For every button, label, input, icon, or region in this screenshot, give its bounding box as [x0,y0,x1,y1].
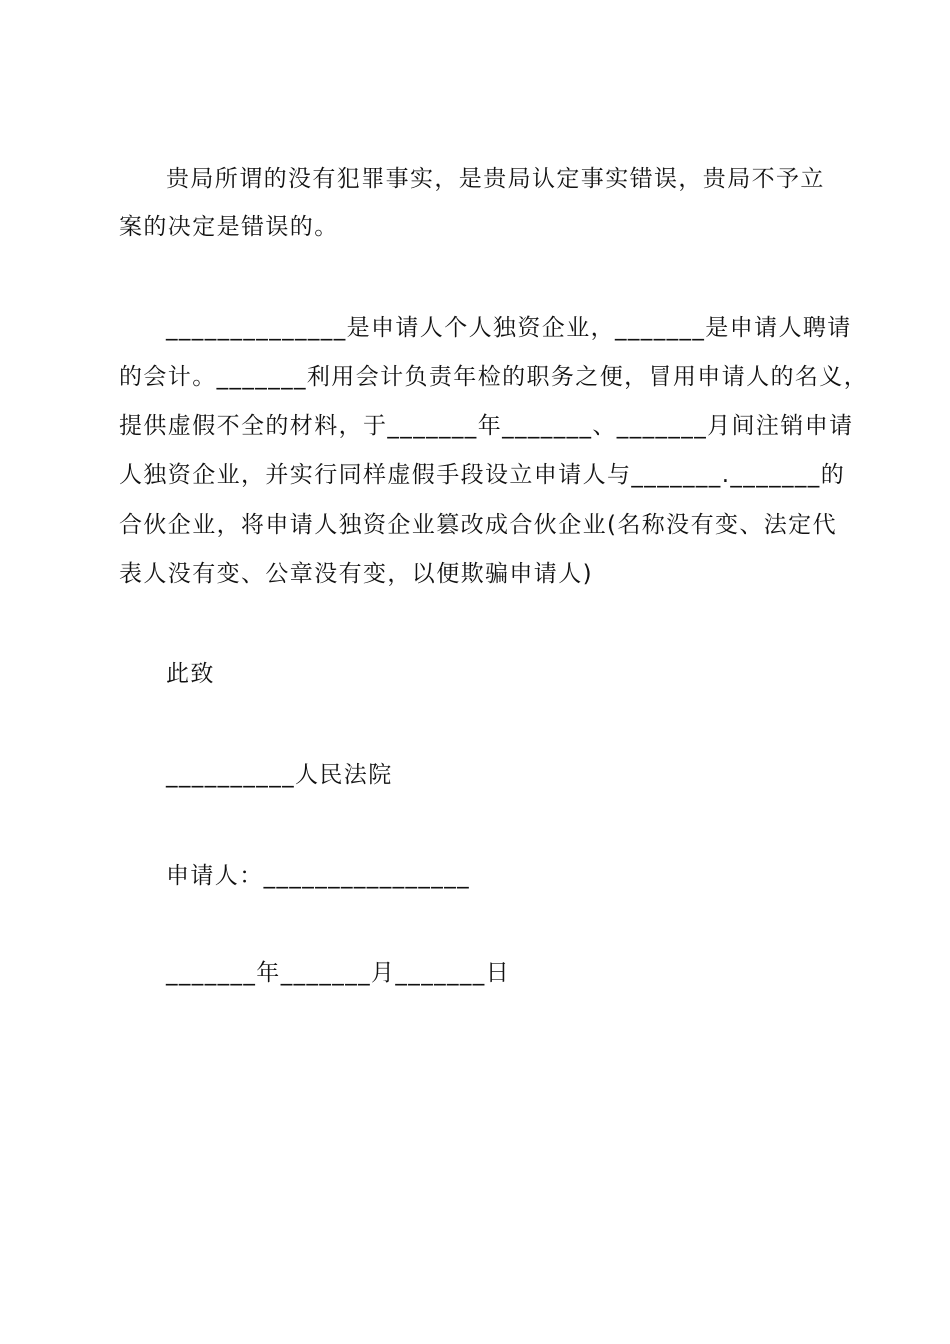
paragraph1-line-1: 贵局所谓的没有犯罪事实，是贵局认定事实错误，贵局不予立 [166,166,825,192]
paragraph2-line-3: 提供虚假不全的材料，于_______年_______、_______月间注销申请 [119,413,854,439]
paragraph2-line-4: 人独资企业，并实行同样虚假手段设立申请人与_______._______的 [119,462,846,488]
paragraph2-line-1: ______________是申请人个人独资企业，_______是申请人聘请 [166,315,852,341]
paragraph2-line-6: 表人没有变、公章没有变，以便欺骗申请人) [119,561,593,587]
paragraph2-line-5: 合伙企业，将申请人独资企业篡改成合伙企业(名称没有变、法定代 [119,512,837,538]
closing-salutation: 此致 [166,661,215,687]
date-line: _______年_______月_______日 [166,960,511,986]
court-name: __________人民法院 [166,762,393,788]
paragraph2-line-2: 的会计。_______利用会计负责年检的职务之便，冒用申请人的名义， [119,364,869,390]
applicant-signature: 申请人：________________ [166,863,470,889]
paragraph1-line-2: 案的决定是错误的。 [119,214,339,240]
